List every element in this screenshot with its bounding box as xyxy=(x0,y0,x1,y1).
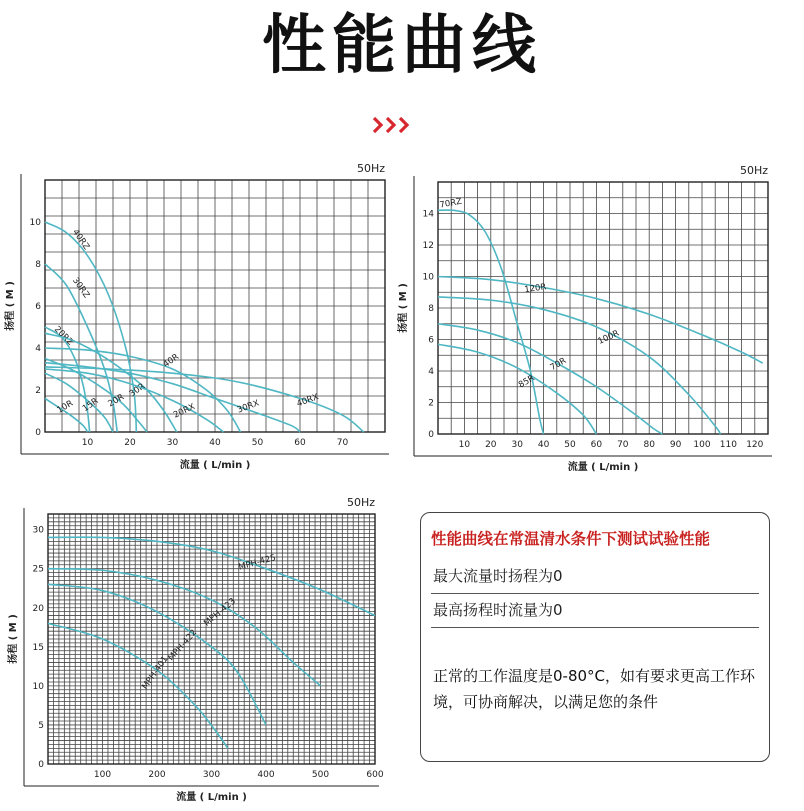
performance-chart-3 xyxy=(0,490,400,811)
series-label-100r: 100R xyxy=(596,328,621,347)
series-label-mph-422: MPH-422 xyxy=(166,627,200,663)
series-label-120r: 120R xyxy=(523,282,548,296)
y-tick-label: 10 xyxy=(32,681,44,692)
x-tick-label: 50 xyxy=(564,440,576,450)
series-line-100r xyxy=(438,297,720,434)
note-line-max-flow: 最大流量时扬程为0 xyxy=(433,567,563,585)
chart-grid xyxy=(438,182,768,434)
y-tick-label: 8 xyxy=(428,304,434,314)
y-tick-label: 0 xyxy=(38,760,44,770)
series-label-40rx: 40RX xyxy=(295,392,321,410)
x-tick-label: 300 xyxy=(202,770,221,780)
y-tick-label: 0 xyxy=(35,428,41,438)
x-tick-label: 100 xyxy=(693,440,711,450)
series-label-mph-425: MPH-425 xyxy=(237,553,278,573)
x-tick-label: 30 xyxy=(511,440,523,450)
x-tick-label: 40 xyxy=(537,440,550,450)
series-label-30rx: 30RX xyxy=(236,398,261,416)
x-tick-label: 60 xyxy=(294,438,306,448)
y-tick-label: 10 xyxy=(422,272,434,283)
y-tick-label: 8 xyxy=(35,260,41,270)
series-label-30r: 30R xyxy=(127,381,148,400)
series-label-10r: 10R xyxy=(55,398,75,416)
series-label-15r: 15R xyxy=(80,396,101,415)
y-axis-title: 扬程 ( M ) xyxy=(5,281,16,331)
series-label-70rz: 70RZ xyxy=(438,196,463,211)
y-tick-label: 6 xyxy=(428,335,434,346)
x-tick-label: 10 xyxy=(458,440,471,450)
x-tick-label: 400 xyxy=(257,770,275,780)
y-tick-label: 4 xyxy=(35,344,41,354)
x-tick-label: 500 xyxy=(311,770,330,780)
chart-grid xyxy=(45,180,385,432)
performance-chart-1 xyxy=(0,150,400,480)
y-tick-label: 0 xyxy=(428,430,434,440)
y-tick-label: 20 xyxy=(32,603,44,614)
x-tick-label: 110 xyxy=(719,440,737,450)
x-tick-label: 600 xyxy=(366,770,384,780)
x-tick-label: 20 xyxy=(124,438,136,448)
series-line-120r xyxy=(438,277,763,364)
x-axis-title: 流量 ( L/min ) xyxy=(176,792,247,803)
note-heading: 性能曲线在常温清水条件下测试试验性能 xyxy=(431,530,711,548)
y-tick-label: 14 xyxy=(422,209,434,220)
x-tick-label: 70 xyxy=(336,438,349,448)
frequency-label: 50Hz xyxy=(356,162,385,175)
series-label-20rz: 20RZ xyxy=(51,324,75,348)
y-tick-label: 10 xyxy=(29,218,41,228)
performance-chart-2 xyxy=(400,150,804,480)
x-tick-label: 100 xyxy=(93,770,112,780)
x-tick-label: 50 xyxy=(251,438,264,448)
series-label-20r: 20R xyxy=(106,392,126,410)
x-tick-label: 20 xyxy=(485,440,497,450)
series-label-40r: 40R xyxy=(161,352,182,370)
note-paragraph: 正常的工作温度是0-80°C，如有要求更高工作环境，可协商解决，以满足您的条件 xyxy=(433,667,756,711)
y-tick-label: 6 xyxy=(35,302,41,312)
y-tick-label: 15 xyxy=(32,642,44,653)
y-tick-label: 5 xyxy=(38,720,44,731)
series-label-mph-423: MPH-423 xyxy=(202,596,238,629)
series-label-mph-401: MPH-401 xyxy=(140,654,171,692)
x-tick-label: 30 xyxy=(166,438,179,448)
series-label-70r: 70R xyxy=(548,356,569,374)
series-line-70r xyxy=(438,324,662,434)
x-tick-label: 120 xyxy=(746,440,764,450)
series-label-30rz: 30RZ xyxy=(70,275,92,301)
y-tick-label: 30 xyxy=(32,525,44,536)
page-title: 性能曲线 xyxy=(262,9,542,83)
series-label-85r: 85R xyxy=(517,373,537,391)
y-tick-label: 2 xyxy=(428,398,434,409)
y-axis-title: 扬程 ( M ) xyxy=(8,614,19,664)
x-tick-label: 80 xyxy=(643,440,655,450)
y-tick-label: 2 xyxy=(35,386,41,396)
x-tick-label: 70 xyxy=(617,440,629,450)
y-tick-label: 4 xyxy=(428,367,434,377)
y-tick-label: 25 xyxy=(32,564,44,575)
note-line-max-head: 最高扬程时流量为0 xyxy=(433,601,563,619)
test-condition-note xyxy=(420,512,770,762)
x-axis-title: 流量 ( L/min ) xyxy=(567,462,639,473)
frequency-label: 50Hz xyxy=(739,164,768,177)
x-tick-label: 40 xyxy=(209,438,221,448)
x-tick-label: 10 xyxy=(81,438,94,448)
y-tick-label: 12 xyxy=(422,241,434,251)
x-axis-title: 流量 ( L/min ) xyxy=(179,460,251,471)
x-tick-label: 90 xyxy=(669,440,682,450)
x-tick-label: 60 xyxy=(590,440,603,450)
series-label-20rx: 20RX xyxy=(172,401,197,421)
x-tick-label: 200 xyxy=(148,770,166,780)
triple-chevron-right-icon xyxy=(372,116,416,134)
series-label-40rz: 40RZ xyxy=(70,227,92,252)
note-divider xyxy=(431,593,759,594)
frequency-label: 50Hz xyxy=(346,496,375,509)
y-axis-title: 扬程 ( M ) xyxy=(398,283,409,333)
note-divider xyxy=(431,627,759,628)
